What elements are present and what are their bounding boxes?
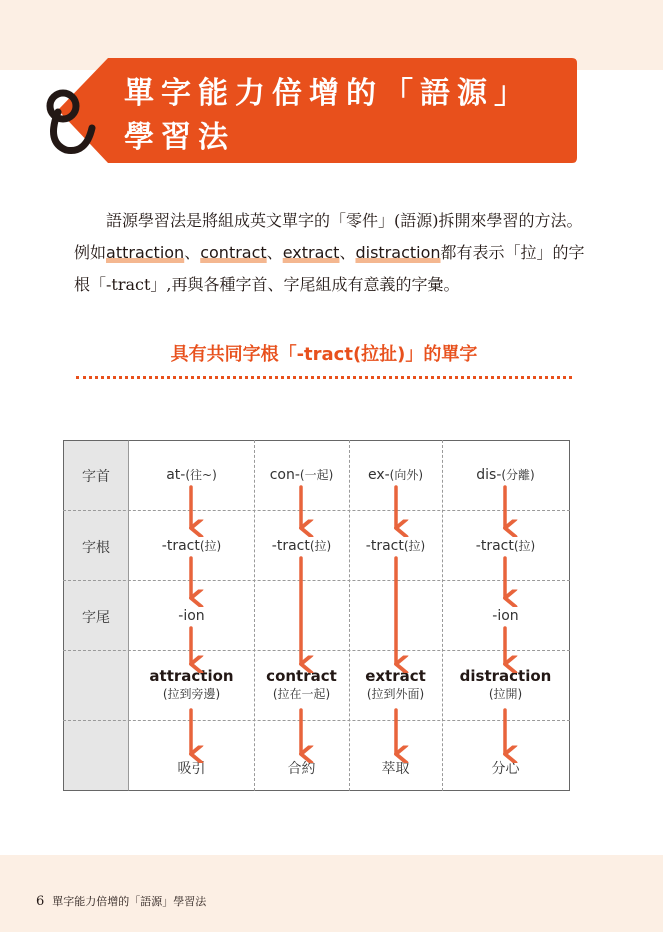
meaning-cell: 合約 — [287, 761, 316, 777]
example-word-contract: contract — [200, 243, 267, 262]
root: -tract — [161, 538, 200, 554]
prefix: ex- — [367, 467, 390, 483]
word-gloss: (拉到旁邊) — [162, 687, 221, 701]
suffix-cell: -ion — [178, 608, 205, 624]
title-line-1: 單字能力倍增的「語源」 — [124, 76, 531, 111]
example-word-extract: extract — [282, 243, 340, 262]
prefix: at- — [166, 467, 186, 483]
prefix-gloss: (向外) — [389, 468, 424, 482]
word: attraction — [149, 667, 234, 685]
root: -tract — [475, 538, 514, 554]
word: contract — [266, 667, 337, 685]
prefix-gloss: (分離) — [501, 468, 535, 482]
separator: 、 — [339, 243, 356, 262]
word: extract — [365, 667, 426, 685]
root-gloss: (拉) — [513, 539, 536, 553]
meaning-cell: 萃取 — [381, 761, 410, 777]
prefix: dis- — [476, 467, 502, 483]
row-label-suffix: 字尾 — [82, 610, 110, 626]
prefix-gloss: (往~) — [185, 468, 217, 482]
word: distraction — [459, 667, 552, 685]
page-number: 6 — [36, 894, 45, 909]
prefix-gloss: (一起) — [299, 468, 334, 482]
row-label-prefix: 字首 — [82, 469, 110, 485]
meaning-cell: 吸引 — [177, 761, 206, 777]
root-gloss: (拉) — [403, 539, 426, 553]
intro-text-1: 語源學習法是將組成英文單字的「零件」(語源)拆開來學習的方法。例如 — [74, 211, 583, 262]
word-gloss: (拉在一起) — [272, 687, 331, 701]
word-gloss: (拉開) — [488, 687, 523, 701]
title-line-2: 學習法 — [124, 120, 235, 155]
example-word-attraction: attraction — [106, 243, 185, 262]
intro-text-2: 都有表示「拉」的字根「-tract」,再與各種字首、字尾組成有意義的字彙。 — [74, 243, 585, 294]
root-gloss: (拉) — [309, 539, 332, 553]
prefix: con- — [269, 467, 300, 483]
running-title: 單字能力倍增的「語源」學習法 — [52, 895, 207, 908]
root: -tract — [271, 538, 310, 554]
separator: 、 — [184, 243, 201, 262]
suffix-cell: -ion — [492, 608, 519, 624]
section-heading: 具有共同字根「-tract(拉扯)」的單字 — [170, 344, 478, 365]
word-gloss: (拉到外面) — [366, 687, 425, 701]
root-gloss: (拉) — [199, 539, 222, 553]
page-footer — [36, 893, 206, 909]
separator: 、 — [266, 243, 283, 262]
row-label-root: 字根 — [82, 540, 110, 556]
example-word-distraction: distraction — [355, 243, 441, 262]
meaning-cell: 分心 — [491, 761, 520, 777]
root: -tract — [365, 538, 404, 554]
